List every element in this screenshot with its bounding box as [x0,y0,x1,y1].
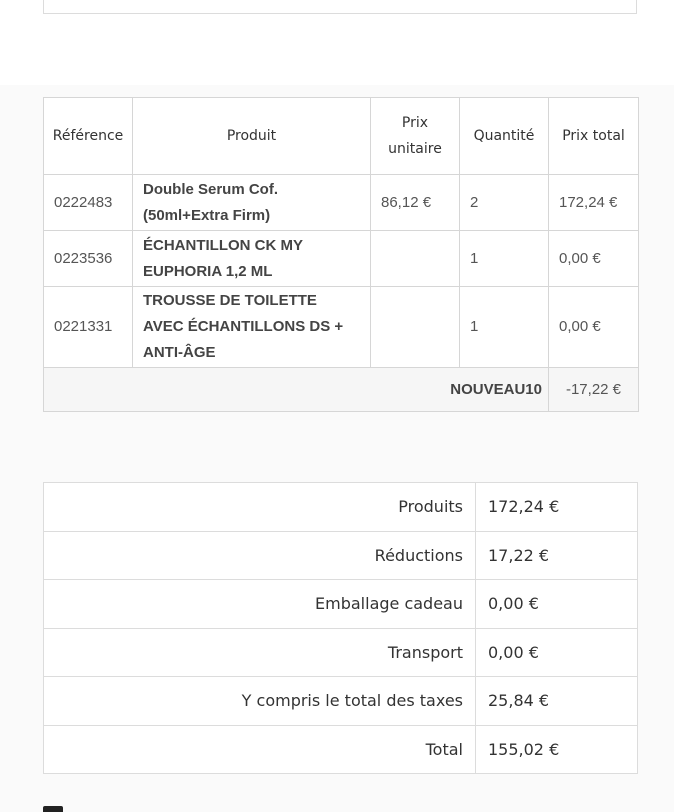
totals-label: Réductions [44,531,476,580]
cell-total: 0,00 € [549,287,639,368]
table-row [44,231,639,287]
cell-reference: 0222483 [44,175,133,231]
totals-label: Total [44,725,476,774]
totals-value: 155,02 € [476,725,638,774]
totals-value: 0,00 € [476,580,638,629]
table-row [44,175,639,231]
header-total-price: Prix total [549,98,639,175]
totals-value: 0,00 € [476,628,638,677]
totals-label: Produits [44,483,476,532]
cell-quantity: 2 [460,175,549,231]
cell-total: 172,24 € [549,175,639,231]
cell-product: Double Serum Cof. (50ml+Extra Firm) [133,175,371,231]
header-reference: Référence [44,98,133,175]
cell-product: ÉCHANTILLON CK MY EUPHORIA 1,2 ML [133,231,371,287]
discount-amount: -17,22 € [549,368,639,412]
cell-quantity: 1 [460,287,549,368]
totals-row-discounts [44,531,638,580]
discount-row [44,368,639,412]
totals-label: Y compris le total des taxes [44,677,476,726]
totals-row-shipping [44,628,638,677]
table-header-row [44,98,639,175]
cell-reference: 0221331 [44,287,133,368]
totals-value: 25,84 € [476,677,638,726]
totals-value: 17,22 € [476,531,638,580]
header-quantity: Quantité [460,98,549,175]
cell-quantity: 1 [460,231,549,287]
header-unit-price: Prix unitaire [371,98,460,175]
totals-value: 172,24 € [476,483,638,532]
totals-row-products [44,483,638,532]
totals-row-gift-wrap [44,580,638,629]
order-totals-table [43,482,638,774]
checkbox[interactable] [43,806,63,812]
order-lines-table [43,97,639,412]
totals-label: Transport [44,628,476,677]
cell-unit-price [371,287,460,368]
cell-product: TROUSSE DE TOILETTE AVEC ÉCHANTILLONS DS + ANTI-ÂGE [133,287,371,368]
discount-code: NOUVEAU10 [44,368,549,412]
cell-unit-price: 86,12 € [371,175,460,231]
header-product: Produit [133,98,371,175]
previous-section-box [43,0,637,14]
totals-row-grand-total [44,725,638,774]
table-row [44,287,639,368]
cell-unit-price [371,231,460,287]
cell-reference: 0223536 [44,231,133,287]
totals-label: Emballage cadeau [44,580,476,629]
totals-row-taxes [44,677,638,726]
cell-total: 0,00 € [549,231,639,287]
